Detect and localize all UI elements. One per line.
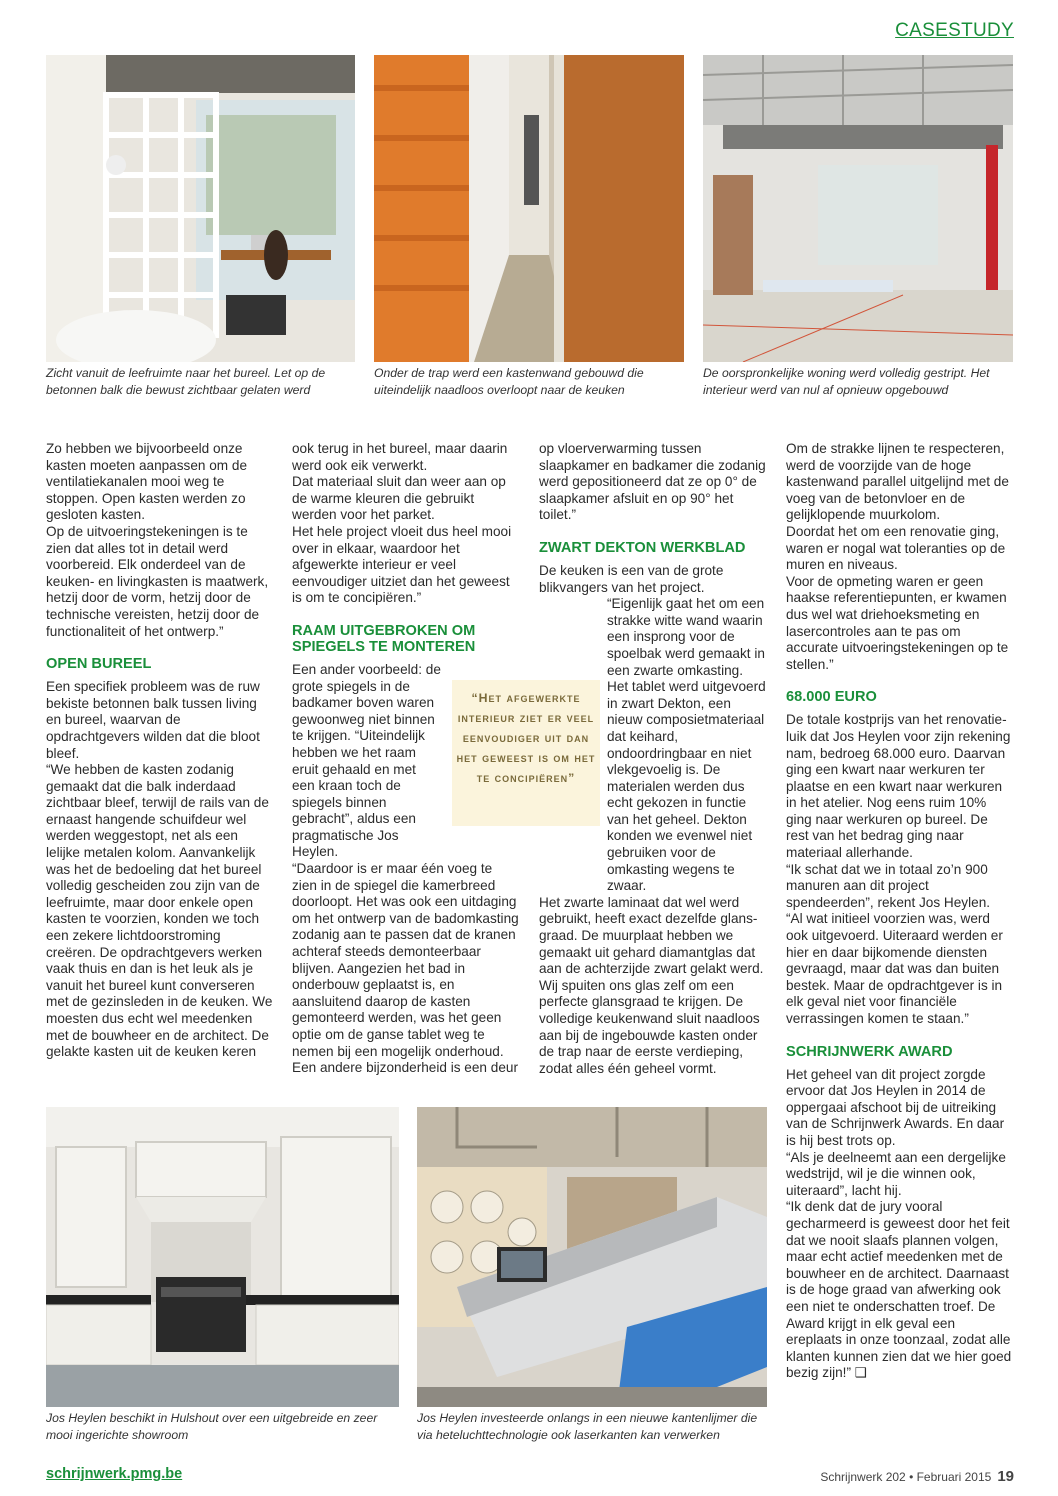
paragraph: Het geheel van dit project zorgde ervoor dat Jos Heylen in 2014 de oppergaai afschoot bij de uitreiking van de Schrijnwerk Awards. En daar is hij best trots op. — [786, 1066, 1005, 1148]
article-column-3 — [539, 441, 767, 1077]
paragraph: Het zwarte laminaat dat wel werd gebruikt, heeft exact dezelfde glansgraad. De muurplaat hebben we gemaakt uit gehard diamantglas dat aan de achterzijde zwart gelakt werd. Wij spuiten ons glas zelf om een perfecte glansgraad te krijgen. De volledige keukenwand sluit naadloos aan bij de ingebouwde kasten onder de trap naar de eerste verdieping, zodat alles één geheel vormt. — [539, 894, 764, 1076]
heading-open-bureel: OPEN BUREEL — [46, 656, 152, 673]
paragraph: Een ander voorbeeld: de grote spiegels in de badkamer boven waren gewoonweg niet binnen te krijgen. “Uiteindelijk hebben we het raam eruit gehaald en met een kraan toch de spiegels binnen gebracht”, aldus een pragmatische Jos Heylen. — [292, 661, 441, 860]
page-number: 19 — [997, 1468, 1014, 1485]
photo-office-view — [46, 55, 355, 362]
paragraph: Om de strakke lijnen te respecteren, werd de voorzijde van de hoge kastenwand parallel uitgelijnd met de voeg van de betonvloer en de gelijklopende muurkolom. — [786, 441, 1009, 523]
paragraph: “Ik denk dat de jury vooral gecharmeerd is geweest door het feit dat we nooit slaafs plannen volgen, maar echt actief meedenken met de bouwheer en de architect. Daarnaast is de hoge graad van afwerking ook een niet te onderschatten troef. De Award krijgt in elk geval een ereplaats in onze toonzaal, zodat alle klanten kunnen zien dat we hier goed bezig zijn!” ❑ — [786, 1199, 1012, 1381]
article-column-4 — [786, 441, 1014, 1382]
heading-dekton: ZWART DEKTON WERKBLAD — [539, 539, 746, 556]
caption-top-1: Zicht vanuit de leefruimte naar het bureel. Let op de betonnen balk die bewust zichtbaar gelaten werd — [46, 366, 326, 397]
paragraph: “Eigenlijk gaat het om een strakke witte wand waarin een insprong voor de spoelbak werd gemaakt in een zwarte omkasting. Het tablet werd uitgevoerd in zwart Dekton, een nieuw composietmateriaal dat keihard, ondoordringbaar en niet vlekgevoelig is. De materialen werden dus echt gekozen in functie van het geheel. Dekton konden we evenwel niet gebruiken voor de omkasting wegens te zwaar. — [607, 596, 766, 894]
caption-top-3: De oorspronkelijke woning werd volledig gestript. Het interieur werd van nul af opnieuw opgebouwd — [703, 366, 990, 397]
paragraph: “We hebben de kasten zodanig gemaakt dat die balk inderdaad zichtbaar bleef, terwijl de rails van de ernaast hangende schuifdeur wel werden weggestopt, net als een lelijke metalen kolom. Aanvankelijk was het de bedoeling dat het bureel volledig gescheiden zou zijn van de leefruimte, maar door enkele open kasten te voorzien, konden we toch een zekere lichtdoorstroming creëren. De opdrachtgevers werken vaak thuis en dan is het leuk als je vanuit het bureel kunt converseren met de gezinsleden in de keuken. We moesten dus echt wel meedenken met de bouwheer en de architect. De gelakte kasten uit de keuken keren — [46, 762, 273, 1060]
paragraph: Op de uitvoeringstekeningen is te zien dat alles tot in detail werd voorbereid. Elk onderdeel van de keuken- en livingkasten is maatwerk, hetzij door de vorm, hetzij door de technische vereisten, hetzij door de functionaliteit of het ontwerp.” — [46, 523, 269, 639]
heading-euro: 68.000 EURO — [786, 689, 877, 706]
photo-edgebander-machine — [417, 1107, 767, 1407]
footer-issue — [820, 1468, 1014, 1485]
paragraph: De keuken is een van de grote blikvangers van het project. — [539, 562, 724, 595]
heading-raam: RAAM UITGEBROKEN OM SPIEGELS TE MONTEREN — [292, 622, 476, 655]
paragraph: Zo hebben we bijvoorbeeld onze kasten moeten aanpassen om de ventilatiekanalen mooi weg te stoppen. Open kasten werden zo gesloten kasten. — [46, 441, 248, 523]
paragraph: Dat materiaal sluit dan weer aan op de warme kleuren die gebruikt werden voor het parket. — [292, 474, 506, 523]
paragraph: Het hele project vloeit dus heel mooi over in elkaar, waardoor het afgewerkte interieur er veel eenvoudiger uitziet dan het geweest is om te concipiëren.” — [292, 523, 512, 606]
caption-bottom-1: Jos Heylen beschikt in Hulshout over een uitgebreide en zeer mooi ingerichte showroom — [46, 1411, 378, 1442]
pull-quote: “Het afgewerkte interieur ziet er veel eenvoudiger uit dan het geweest is om het te concipiëren” — [452, 680, 600, 826]
paragraph: De totale kostprijs van het renovatieluik dat Jos Heylen voor zijn rekening nam, bedroeg 68.000 euro. Daarvan ging een kwart naar werkuren ter plaatse en een kwart naar werkuren in het atelier. Nog eens ruim 10% ging naar werkuren op bureel. De rest van het bedrag ging naar materiaal allerhande. — [786, 712, 1011, 861]
paragraph: ook terug in het bureel, maar daarin werd ook eik verwerkt. — [292, 441, 508, 473]
paragraph: “Daardoor is er maar één voeg te zien in de spiegel die kamerbreed doorloopt. Het was ook een uitdaging om het ontwerp van de badomkasting zodanig aan te passen dat de kranen achteraf steeds demonteerbaar blijven. Aangezien het bad in onderbouw geplaatst is, en aansluitend daarop de kasten gemonteerd werden, was het geen optie om de ganse tablet weg te nemen bij een mogelijk onderhoud. Een andere bijzonderheid is een deur — [292, 861, 519, 1076]
article-column-1 — [46, 441, 274, 1061]
heading-award: SCHRIJNWERK AWARD — [786, 1043, 953, 1060]
paragraph: Een specifiek probleem was de ruw bekiste betonnen balk tussen living en bureel, waarvan de opdrachtgevers wilden dat die bloot bleef. — [46, 679, 260, 761]
website-link[interactable]: schrijnwerk.pmg.be — [46, 1466, 183, 1482]
paragraph: op vloerverwarming tussen slaapkamer en badkamer die zodanig werd gepositioneerd dat ze op 0° de slaapkamer afsluit en op 90° het toilet.” — [539, 441, 766, 523]
photo-showroom-kitchen — [46, 1107, 399, 1407]
paragraph: “Ik schat dat we in totaal zo’n 900 manuren aan dit project spendeerden”, rekent Jos Heylen. — [786, 861, 991, 910]
paragraph: Voor de opmeting waren er geen haakse referentiepunten, er kwamen dus wel wat driehoeksmeting en lasercontroles aan te pas om accurate uitvoeringstekeningen op te stellen.” — [786, 573, 1009, 672]
caption-top-2: Onder de trap werd een kastenwand gebouwd die uiteindelijk naadloos overloopt naar de keuken — [374, 366, 644, 397]
photo-stair-cabinet-wall — [374, 55, 684, 362]
issue-info: Schrijnwerk 202 • Februari 2015 — [820, 1470, 992, 1484]
paragraph: Doordat het om een renovatie ging, waren er nogal wat toleranties op de muren en niveaus. — [786, 523, 1006, 573]
section-tag: CASESTUDY — [895, 20, 1014, 41]
paragraph: “Al wat initieel voorzien was, werd ook uitgevoerd. Uiteraard werden er hier en daar bijkomende diensten gevraagd, maar dat was dan buiten bestek. Maar de opdrachtgever is in elk geval niet voor financiële verrassingen komen te staan.” — [786, 911, 1003, 1026]
photo-stripped-interior — [703, 55, 1013, 362]
caption-bottom-2: Jos Heylen investeerde onlangs in een nieuwe kantenlijmer die via heteluchttechnologie ook laserkanten kan verwerken — [417, 1411, 758, 1442]
paragraph: “Als je deelneemt aan een dergelijke wedstrijd, wil je die winnen ook, uiteraard”, lacht hij. — [786, 1149, 1006, 1198]
